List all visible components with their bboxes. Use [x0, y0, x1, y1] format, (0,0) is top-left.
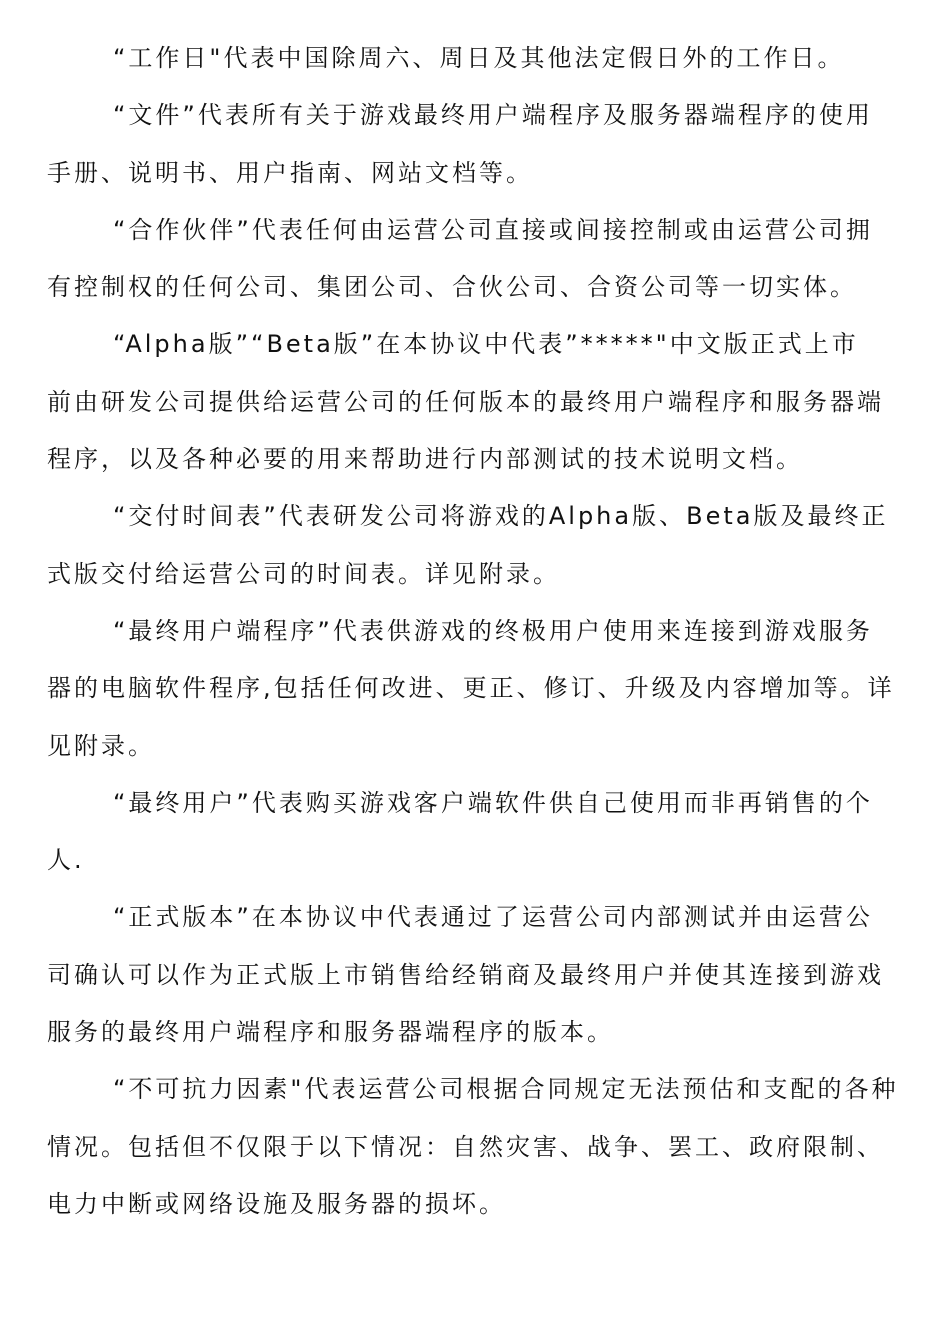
text-line: 情况。包括但不仅限于以下情况：自然灾害、战争、罢工、政府限制、 — [47, 1132, 884, 1161]
text-line: “不可抗力因素"代表运营公司根据合同规定无法预估和支配的各种 — [113, 1075, 899, 1104]
paragraph-documents — [47, 87, 903, 202]
paragraph-workday — [47, 30, 903, 87]
text-line: 见附录。 — [47, 731, 155, 760]
text-line: 程序，以及各种必要的用来帮助进行内部测试的技术说明文档。 — [47, 445, 803, 474]
text-line: “合作伙伴”代表任何由运营公司直接或间接控制或由运营公司拥 — [113, 215, 873, 244]
paragraph-official-version — [47, 889, 903, 1061]
text-line: 器的电脑软件程序,包括任何改进、更正、修订、升级及内容增加等。详 — [47, 674, 895, 703]
text-line: “正式版本”在本协议中代表通过了运营公司内部测试并由运营公 — [113, 903, 873, 932]
text-line: “工作日"代表中国除周六、周日及其他法定假日外的工作日。 — [113, 44, 845, 72]
paragraph-end-user-client — [47, 603, 903, 775]
text-line: “Alpha版”“Beta版”在本协议中代表”*****"中文版正式上市 — [113, 330, 859, 359]
text-line: 式版交付给运营公司的时间表。详见附录。 — [47, 559, 560, 588]
text-line: 前由研发公司提供给运营公司的任何版本的最终用户端程序和服务器端 — [47, 387, 884, 416]
paragraph-alpha-beta — [47, 316, 903, 488]
paragraph-delivery-schedule — [47, 488, 903, 603]
text-line: “文件”代表所有关于游戏最终用户端程序及服务器端程序的使用 — [113, 101, 873, 130]
text-line: “最终用户端程序”代表供游戏的终极用户使用来连接到游戏服务 — [113, 616, 873, 645]
text-line: “最终用户”代表购买游戏客户端软件供自己使用而非再销售的个 — [113, 788, 873, 817]
text-line: 手册、说明书、用户指南、网站文档等。 — [47, 158, 533, 187]
paragraph-end-user — [47, 775, 903, 890]
paragraph-force-majeure — [47, 1061, 903, 1233]
text-line: 服务的最终用户端程序和服务器端程序的版本。 — [47, 1018, 614, 1047]
text-line: “交付时间表”代表研发公司将游戏的Alpha版、Beta版及最终正 — [113, 502, 889, 531]
text-line: 人. — [47, 846, 85, 875]
document-body — [47, 30, 903, 1233]
paragraph-partner — [47, 202, 903, 317]
text-line: 司确认可以作为正式版上市销售给经销商及最终用户并使其连接到游戏 — [47, 960, 884, 989]
text-line: 有控制权的任何公司、集团公司、合伙公司、合资公司等一切实体。 — [47, 273, 857, 302]
text-line: 电力中断或网络设施及服务器的损坏。 — [47, 1189, 506, 1218]
